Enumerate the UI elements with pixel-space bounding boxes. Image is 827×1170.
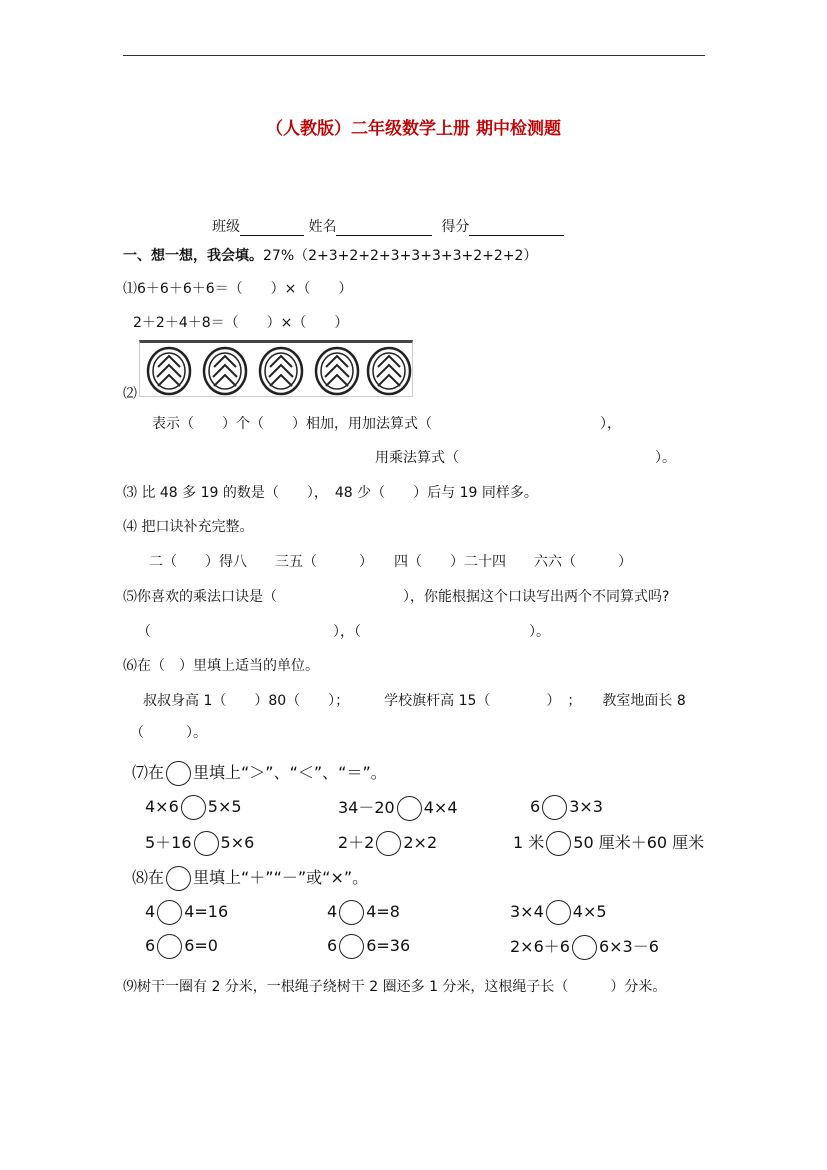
q8-item: 4 4=8: [327, 900, 400, 925]
q6-line1: ⑹在（ ）里填上适当的单位。: [123, 658, 319, 674]
abacus-bead-icon: [202, 346, 248, 396]
q8-heading: ⑻在 里填上“＋”“－”或“×”。: [132, 865, 368, 891]
name-label: 姓名: [308, 219, 337, 235]
answer-circle[interactable]: [194, 831, 219, 856]
score-label: 得分: [441, 219, 470, 235]
score-field[interactable]: [469, 221, 564, 236]
answer-circle[interactable]: [376, 831, 401, 856]
page-title: （人教版）二年级数学上册 期中检测题: [266, 119, 561, 139]
q1-line2: 2＋2＋4＋8＝（ ）×（ ）: [133, 315, 349, 331]
q8-item: 2×6＋6 6×3－6: [510, 934, 659, 960]
answer-circle[interactable]: [339, 934, 364, 959]
q7-item: 4×6 5×5: [145, 795, 242, 820]
q2-line2: 用乘法算式（ ）。: [375, 450, 676, 466]
class-label: 班级: [212, 219, 240, 235]
answer-circle[interactable]: [546, 831, 571, 856]
q8-item: 6 6=0: [145, 934, 218, 959]
abacus-bead-icon: [366, 346, 412, 396]
header-rule: [123, 55, 705, 56]
q8-item: 3×4 4×5: [510, 900, 607, 925]
abacus-bead-icon: [146, 346, 192, 396]
class-field[interactable]: [240, 221, 304, 236]
q5-line2: （ ），（ ）。: [137, 624, 550, 640]
answer-circle-icon: [166, 761, 191, 786]
q7-item: 5＋16 5×6: [145, 830, 254, 856]
answer-circle[interactable]: [157, 934, 182, 959]
q5-line1: ⑸你喜欢的乘法口诀是（ ），你能根据这个口诀写出两个不同算式吗?: [123, 589, 670, 605]
answer-circle[interactable]: [157, 900, 182, 925]
q7-item: 1 米 50 厘米＋60 厘米: [513, 830, 704, 856]
q9: ⑼树干一圈有 2 分米，一根绳子绕树干 2 圈还多 1 分米，这根绳子长（ ）分米。: [123, 979, 667, 995]
q7-item: 2＋2 2×2: [338, 830, 437, 856]
answer-circle[interactable]: [546, 900, 571, 925]
answer-circle[interactable]: [397, 796, 422, 821]
q4-line2: 二（ ）得八 三五（ ） 四（ ）二十四 六六（ ）: [149, 554, 632, 570]
q7-heading: ⑺在 里填上“＞”、“＜”、“＝”。: [132, 760, 387, 786]
student-info-row: [212, 216, 564, 236]
q3: ⑶ 比 48 多 19 的数是（ ）， 48 少（ ）后与 19 同样多。: [123, 485, 538, 501]
abacus-bead-icon: [258, 346, 304, 396]
q6-line2: 叔叔身高 1（ ）80（ ）； 学校旗杆高 15（ ） ； 教室地面长 8: [143, 693, 686, 709]
q6-line3: （ ）。: [130, 725, 207, 741]
balls-image: [139, 340, 413, 397]
q2-number: ⑵: [123, 386, 137, 402]
answer-circle-icon: [166, 866, 191, 891]
answer-circle[interactable]: [339, 900, 364, 925]
name-field[interactable]: [336, 221, 432, 236]
q1-line1: ⑴6＋6＋6＋6＝（ ）×（ ）: [123, 281, 353, 297]
q8-item: 6 6=36: [327, 934, 410, 959]
q2-line1: 表示（ ）个（ ）相加，用加法算式（ ），: [152, 416, 621, 432]
q4-line1: ⑷ 把口诀补充完整。: [123, 519, 254, 535]
q7-item: 34－20 4×4: [338, 795, 458, 821]
q7-item: 6 3×3: [530, 795, 603, 820]
answer-circle[interactable]: [181, 795, 206, 820]
answer-circle[interactable]: [542, 795, 567, 820]
q8-item: 4 4=16: [145, 900, 228, 925]
section-heading: 一、想一想，我会填。27%（2+3+2+2+3+3+3+3+2+2+2）: [123, 248, 538, 264]
abacus-bead-icon: [314, 346, 360, 396]
answer-circle[interactable]: [572, 935, 597, 960]
